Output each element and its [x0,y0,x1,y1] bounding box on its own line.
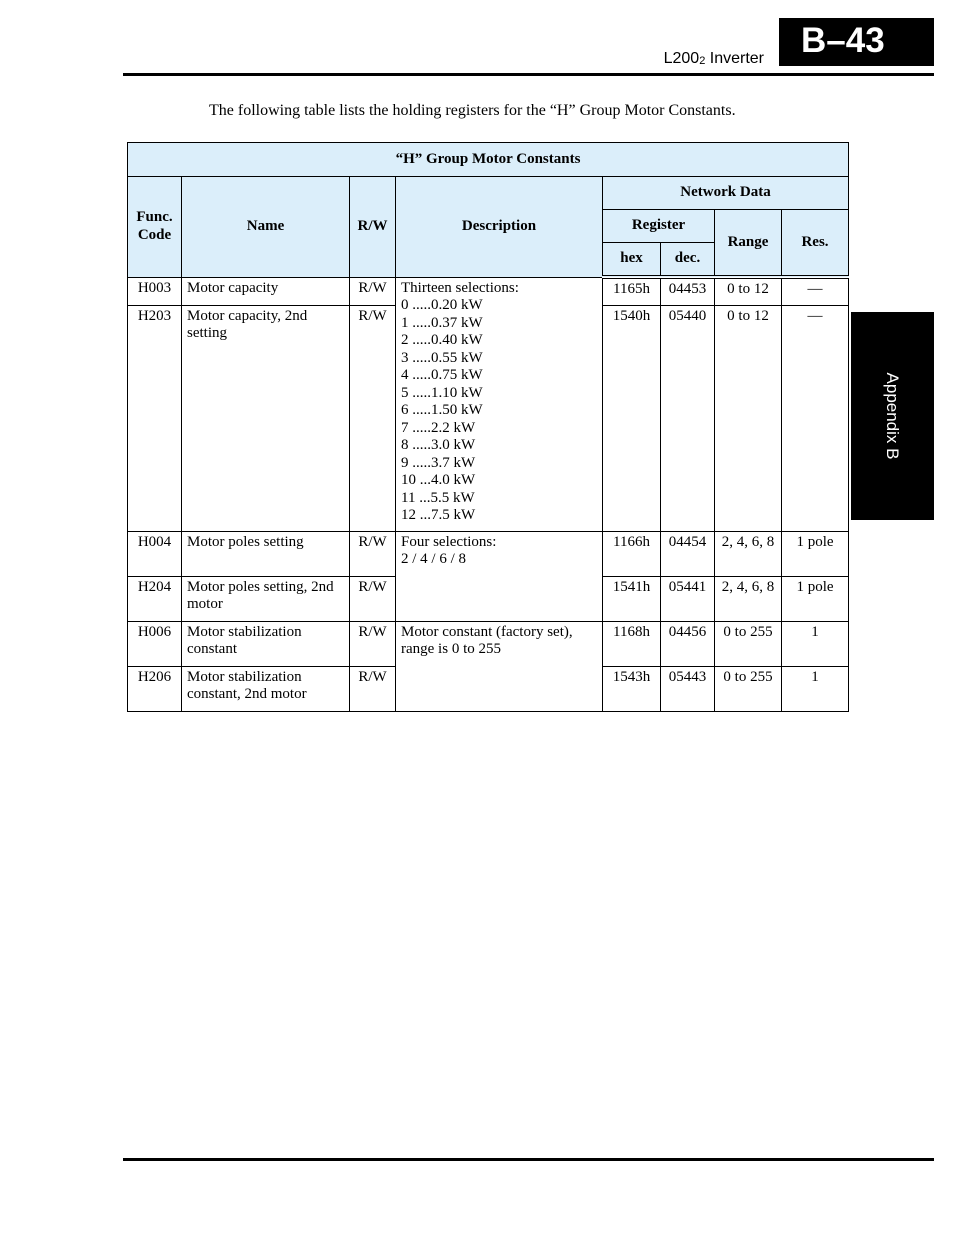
capacity-option: 4 .....0.75 kW [401,367,483,383]
func-code: H206 [128,666,182,711]
range-value: 0 to 255 [715,666,782,711]
intro-text: The following table lists the holding registers for the “H” Group Motor Constants. [209,102,736,119]
range-value: 0 to 12 [715,305,782,531]
rw-value: R/W [350,531,396,576]
func-code: H203 [128,305,182,531]
table-row [128,277,849,305]
product-suffix: Inverter [705,50,764,67]
capacity-option: 12 ...7.5 kW [401,507,476,523]
param-name: Motor stabilization constant [182,621,350,666]
header-rw: R/W [350,177,396,278]
rw-value: R/W [350,277,396,305]
rw-value: R/W [350,305,396,531]
rw-value: R/W [350,621,396,666]
stabilization-description: Motor constant (factory set), range is 0 to 255 [396,621,603,711]
header-dec: dec. [661,243,715,278]
register-hex: 1165h [603,277,661,305]
register-hex: 1540h [603,305,661,531]
page-number-tab [779,18,934,66]
register-hex: 1543h [603,666,661,711]
range-value: 0 to 255 [715,621,782,666]
param-name: Motor capacity [182,277,350,305]
header-register: Register [603,210,715,243]
capacity-option: 5 .....1.10 kW [401,384,483,401]
header-network-data: Network Data [603,177,849,210]
capacity-option: 11 ...5.5 kW [401,489,475,506]
table-row [128,531,849,576]
resolution-value: 1 [782,621,849,666]
func-code: H204 [128,576,182,621]
func-code: H004 [128,531,182,576]
header-rule [123,73,934,76]
capacity-option: 9 .....3.7 kW [401,454,476,471]
param-name: Motor poles setting, 2nd motor [182,576,350,621]
poles-desc-title: Four selections: [401,533,497,550]
poles-description [396,531,603,621]
poles-desc-values: 2 / 4 / 6 / 8 [401,551,467,567]
register-dec: 04454 [661,531,715,576]
range-value: 2, 4, 6, 8 [715,576,782,621]
table-row [128,621,849,666]
register-dec: 04456 [661,621,715,666]
capacity-description [396,277,603,531]
header-res: Res. [782,210,849,278]
product-sub: 2 [699,55,706,67]
header-range: Range [715,210,782,278]
page-number: B–43 [801,21,885,60]
resolution-value: 1 [782,666,849,711]
capacity-option: 6 .....1.50 kW [401,402,483,418]
product-name [664,50,764,68]
register-hex: 1168h [603,621,661,666]
product-main: L200 [663,50,700,67]
resolution-value: 1 pole [782,531,849,576]
param-name: Motor capacity, 2nd setting [182,305,350,531]
motor-constants-table [127,142,849,712]
capacity-option: 0 .....0.20 kW [401,297,483,313]
capacity-option: 1 .....0.37 kW [401,314,483,331]
table-title: “H” Group Motor Constants [128,143,849,177]
register-dec: 04453 [661,277,715,305]
register-dec: 05441 [661,576,715,621]
rw-value: R/W [350,666,396,711]
header-hex: hex [603,243,661,278]
register-dec: 05443 [661,666,715,711]
rw-value: R/W [350,576,396,621]
capacity-option: 8 .....3.0 kW [401,437,476,453]
header-description: Description [396,177,603,278]
register-dec: 05440 [661,305,715,531]
appendix-label: Appendix B [883,372,902,460]
footer-rule [123,1158,934,1161]
header-name: Name [182,177,350,278]
func-code: H003 [128,277,182,305]
capacity-option: 10 ...4.0 kW [401,472,476,488]
param-name: Motor poles setting [182,531,350,576]
header-func-code: Func. Code [128,177,182,278]
capacity-option: 2 .....0.40 kW [401,332,483,348]
range-value: 2, 4, 6, 8 [715,531,782,576]
register-hex: 1166h [603,531,661,576]
capacity-option: 7 .....2.2 kW [401,419,476,436]
capacity-option: 3 .....0.55 kW [401,349,483,366]
resolution-value: — [782,277,849,305]
appendix-side-tab [851,312,934,520]
capacity-desc-title: Thirteen selections: [401,279,519,296]
resolution-value: — [782,305,849,531]
param-name: Motor stabilization constant, 2nd motor [182,666,350,711]
resolution-value: 1 pole [782,576,849,621]
func-code: H006 [128,621,182,666]
register-hex: 1541h [603,576,661,621]
range-value: 0 to 12 [715,277,782,305]
